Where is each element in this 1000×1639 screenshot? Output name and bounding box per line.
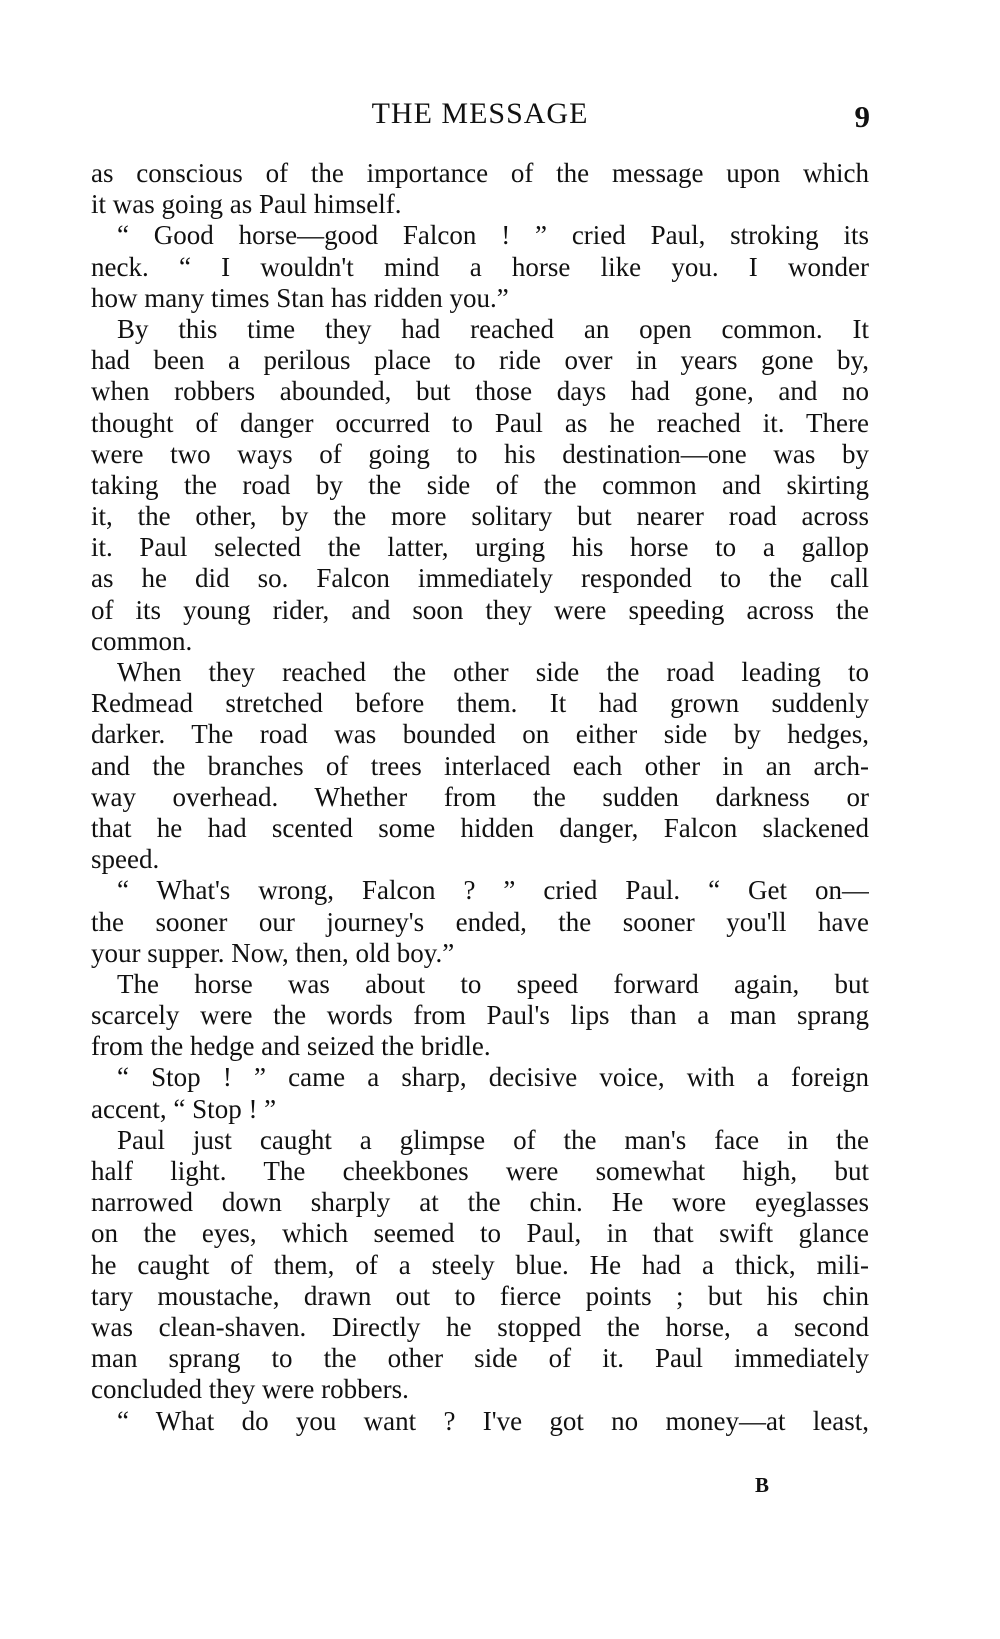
text-line: “ Stop ! ” came a sharp, decisive voice, with a foreign	[117, 1062, 869, 1093]
text-line: accent, “ Stop ! ”	[91, 1093, 277, 1124]
text-line: The horse was about to speed forward again, but	[117, 968, 869, 999]
text-line: “ What's wrong, Falcon ? ” cried Paul. “ Get on—	[117, 875, 869, 906]
text-line: was clean-shaven. Directly he stopped the horse, a second	[91, 1311, 869, 1342]
text-line: had been a perilous place to ride over in years gone by,	[91, 345, 869, 376]
text-line: how many times Stan has ridden you.”	[91, 282, 509, 313]
text-line: your supper. Now, then, old boy.”	[91, 937, 455, 968]
text-line: when robbers abounded, but those days had gone, and no	[91, 376, 869, 407]
text-line: taking the road by the side of the common and skirting	[91, 469, 869, 500]
text-line: as conscious of the importance of the message upon which	[91, 158, 869, 188]
text-line: common.	[91, 625, 193, 656]
text-line: Redmead stretched before them. It had grown suddenly	[91, 688, 869, 719]
text-line: were two ways of going to his destination—one was by	[91, 438, 869, 469]
text-line: darker. The road was bounded on either side by hedges,	[91, 719, 869, 750]
text-line: Paul just caught a glimpse of the man's face in the	[117, 1124, 869, 1155]
signature-mark: B	[755, 1473, 770, 1497]
text-line: tary moustache, drawn out to fierce points ; but his chin	[91, 1280, 869, 1311]
text-line: he caught of them, of a steely blue. He had a thick, mili-	[91, 1249, 869, 1280]
page-number: 9	[854, 99, 870, 134]
text-line: neck. “ I wouldn't mind a horse like you. I wonder	[91, 251, 869, 282]
body-text	[91, 158, 869, 1437]
text-line: narrowed down sharply at the chin. He wore eyeglasses	[91, 1187, 869, 1218]
text-line: When they reached the other side the road leading to	[117, 657, 869, 687]
text-line: “ What do you want ? I've got no money—at least,	[117, 1405, 869, 1436]
text-line: man sprang to the other side of it. Paul immediately	[91, 1343, 869, 1374]
text-line: from the hedge and seized the bridle.	[91, 1031, 491, 1062]
text-line: way overhead. Whether from the sudden darkness or	[91, 781, 869, 812]
text-line: the sooner our journey's ended, the sooner you'll have	[91, 906, 869, 937]
text-line: thought of danger occurred to Paul as he reached it. There	[91, 407, 869, 438]
text-line: scarcely were the words from Paul's lips than a man sprang	[91, 1000, 869, 1031]
text-line: By this time they had reached an open common. It	[117, 313, 869, 344]
text-line: it. Paul selected the latter, urging his horse to a gallop	[91, 532, 869, 563]
text-line: as he did so. Falcon immediately responded to the call	[91, 563, 869, 594]
running-head	[90, 97, 870, 137]
running-title: THE MESSAGE	[371, 97, 589, 130]
text-line: speed.	[91, 844, 160, 875]
text-line: it was going as Paul himself.	[91, 189, 402, 220]
text-line: “ Good horse—good Falcon ! ” cried Paul, stroking its	[117, 220, 869, 251]
text-line: it, the other, by the more solitary but nearer road across	[91, 501, 869, 532]
text-line: that he had scented some hidden danger, Falcon slackened	[91, 812, 869, 843]
text-line: concluded they were robbers.	[91, 1374, 409, 1405]
text-line: on the eyes, which seemed to Paul, in that swift glance	[91, 1218, 869, 1249]
text-line: half light. The cheekbones were somewhat high, but	[91, 1156, 869, 1186]
text-line: of its young rider, and soon they were speeding across the	[91, 594, 869, 625]
text-line: and the branches of trees interlaced each other in an arch-	[91, 750, 869, 781]
